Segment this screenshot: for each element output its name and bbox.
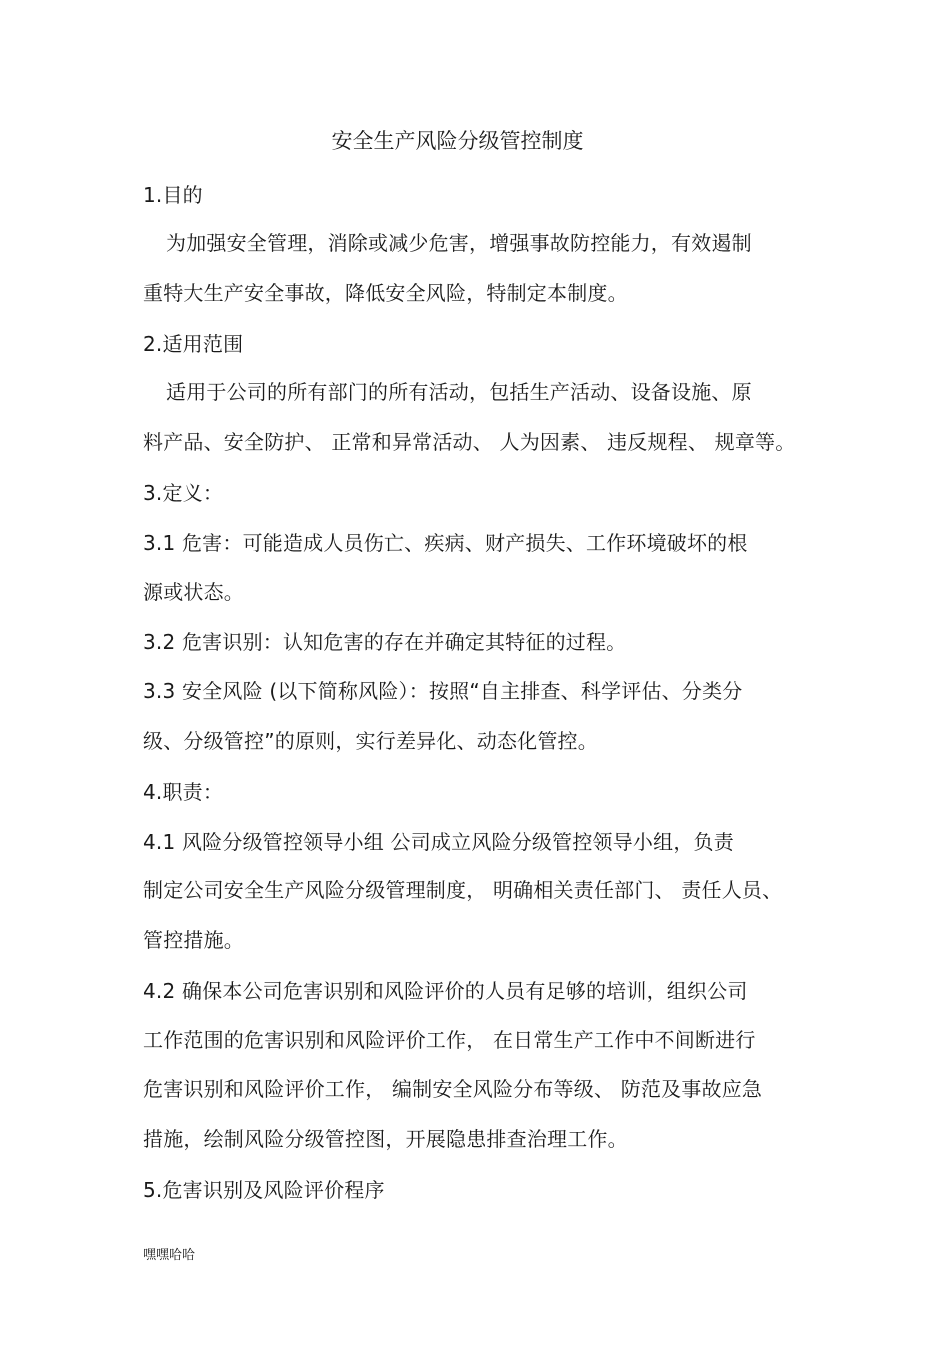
paragraph-line: 制定公司安全生产风险分级管理制度， 明确相关责任部门、 责任人员、 [143, 878, 783, 902]
paragraph-line: 4.1 风险分级管控领导小组 公司成立风险分级管控领导小组，负责 [143, 830, 734, 854]
section-3-heading: 3.定义： [143, 481, 224, 505]
section-5-heading: 5.危害识别及风险评价程序 [143, 1178, 385, 1202]
paragraph-line: 4.2 确保本公司危害识别和风险评价的人员有足够的培训，组织公司 [143, 979, 748, 1003]
paragraph-line: 源或状态。 [143, 580, 244, 604]
paragraph-line: 为加强安全管理，消除或减少危害，增强事故防控能力，有效遏制 [166, 231, 752, 255]
paragraph-line: 3.2 危害识别：认知危害的存在并确定其特征的过程。 [143, 630, 627, 654]
paragraph-line: 危害识别和风险评价工作， 编制安全风险分布等级、 防范及事故应急 [143, 1077, 763, 1101]
section-4-heading: 4.职责： [143, 780, 224, 804]
paragraph-line: 适用于公司的所有部门的所有活动，包括生产活动、设备设施、原 [166, 380, 752, 404]
paragraph-line: 重特大生产安全事故，降低安全风险，特制定本制度。 [143, 281, 628, 305]
section-2-heading: 2.适用范围 [143, 332, 244, 356]
document-title: 安全生产风险分级管控制度 [331, 129, 584, 153]
paragraph-line: 级、分级管控”的原则，实行差异化、动态化管控。 [143, 729, 598, 753]
paragraph-line: 3.1 危害：可能造成人员伤亡、疾病、财产损失、工作环境破坏的根 [143, 531, 748, 555]
paragraph-line: 措施，绘制风险分级管控图，开展隐患排查治理工作。 [143, 1127, 628, 1151]
section-1-heading: 1.目的 [143, 183, 203, 207]
paragraph-line: 料产品、安全防护、 正常和异常活动、 人为因素、 违反规程、 规章等。 [143, 430, 796, 454]
paragraph-line: 工作范围的危害识别和风险评价工作， 在日常生产工作中不间断进行 [143, 1028, 756, 1052]
page-footer: 嘿嘿哈哈 [143, 1248, 196, 1263]
paragraph-line: 3.3 安全风险 (以下简称风险）：按照“自主排查、科学评估、分类分 [143, 679, 743, 703]
paragraph-line: 管控措施。 [143, 928, 244, 952]
